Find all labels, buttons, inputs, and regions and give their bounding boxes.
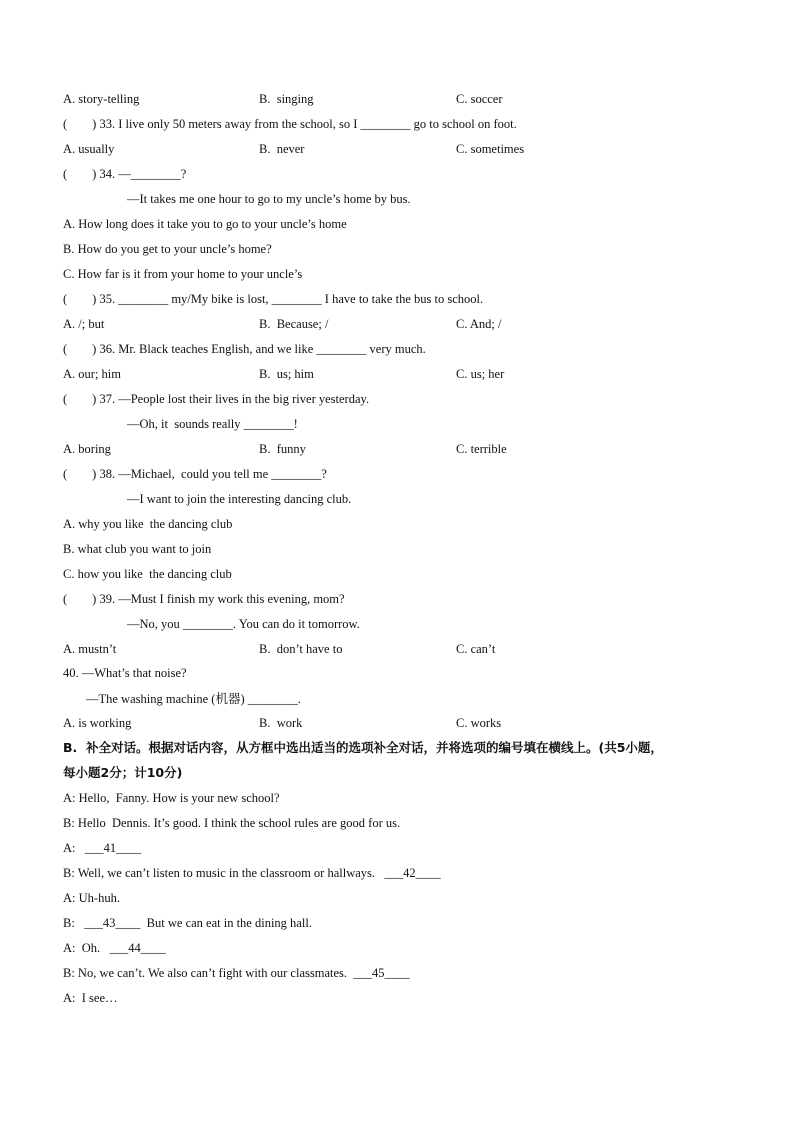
- question-34: ( ) 34. —________?: [63, 167, 187, 181]
- option-c: C. terrible: [456, 442, 507, 456]
- option-b: B. us; him: [259, 367, 314, 381]
- dialogue-line: A: Hello, Fanny. How is your new school?: [63, 791, 280, 805]
- option-c: C. us; her: [456, 367, 505, 381]
- question-40: 40. —What’s that noise?: [63, 666, 187, 680]
- option-b: B. funny: [259, 442, 306, 456]
- dialogue-line-43: B: ___43____ But we can eat in the dining hall.: [63, 916, 312, 930]
- option-b: B. never: [259, 142, 305, 156]
- option-a: A. boring: [63, 442, 111, 456]
- dialogue-line-45: B: No, we can’t. We also can’t fight with our classmates. ___45____: [63, 966, 410, 980]
- option-line-a: A. why you like the dancing club: [63, 517, 233, 531]
- question-33: ( ) 33. I live only 50 meters away from the school, so I ________ go to school on foot.: [63, 117, 517, 131]
- option-a: A. usually: [63, 142, 115, 156]
- option-line-b: B. what club you want to join: [63, 542, 212, 556]
- dialogue-line: B: Hello Dennis. It’s good. I think the school rules are good for us.: [63, 816, 401, 830]
- options-row: [63, 139, 743, 159]
- option-c: C. And; /: [456, 317, 502, 331]
- question-35: ( ) 35. ________ my/My bike is lost, ________ I have to take the bus to school.: [63, 292, 484, 306]
- dialogue-reply: —No, you ________. You can do it tomorrow.: [127, 617, 360, 631]
- option-c: C. works: [456, 716, 502, 730]
- dialogue-line-44: A: Oh. ___44____: [63, 941, 166, 955]
- dialogue-line-42: B: Well, we can’t listen to music in the classroom or hallways. ___42____: [63, 866, 441, 880]
- dialogue-reply: —The washing machine (机器) ________.: [86, 692, 301, 706]
- option-c: C. sometimes: [456, 142, 525, 156]
- dialogue-line-41: A: ___41____: [63, 841, 142, 855]
- option-a: A. story-telling: [63, 92, 140, 106]
- question-38: ( ) 38. —Michael, could you tell me ________?: [63, 467, 327, 481]
- dialogue-reply: —I want to join the interesting dancing club.: [127, 492, 352, 506]
- options-row: [63, 314, 743, 334]
- options-row: [63, 364, 743, 384]
- question-37: ( ) 37. —People lost their lives in the big river yesterday.: [63, 392, 370, 406]
- section-b-heading-cont: 每小题2分；计10分): [63, 765, 183, 780]
- options-row: [63, 439, 743, 459]
- option-line-a: A. How long does it take you to go to your uncle’s home: [63, 217, 347, 231]
- option-c: C. can’t: [456, 642, 496, 656]
- dialogue-line: A: I see…: [63, 991, 118, 1005]
- option-line-c: C. how you like the dancing club: [63, 567, 232, 581]
- options-row: [63, 89, 743, 109]
- question-36: ( ) 36. Mr. Black teaches English, and we like ________ very much.: [63, 342, 426, 356]
- options-row: [63, 713, 743, 733]
- option-b: B. don’t have to: [259, 642, 343, 656]
- question-39: ( ) 39. —Must I finish my work this evening, mom?: [63, 592, 345, 606]
- option-b: B. work: [259, 716, 303, 730]
- option-b: B. Because; /: [259, 317, 329, 331]
- dialogue-line: A: Uh-huh.: [63, 891, 120, 905]
- dialogue-reply: —Oh, it sounds really ________!: [127, 417, 298, 431]
- dialogue-reply: —It takes me one hour to go to my uncle’s home by bus.: [127, 192, 411, 206]
- options-row: [63, 639, 743, 659]
- option-a: A. is working: [63, 716, 132, 730]
- option-a: A. our; him: [63, 367, 121, 381]
- option-b: B. singing: [259, 92, 314, 106]
- option-line-c: C. How far is it from your home to your uncle’s: [63, 267, 303, 281]
- option-c: C. soccer: [456, 92, 503, 106]
- section-b-heading: B. 补全对话。根据对话内容，从方框中选出适当的选项补全对话，并将选项的编号填在横线上。(共5小题，: [63, 740, 663, 755]
- option-a: A. mustn’t: [63, 642, 117, 656]
- option-a: A. /; but: [63, 317, 105, 331]
- option-line-b: B. How do you get to your uncle’s home?: [63, 242, 272, 256]
